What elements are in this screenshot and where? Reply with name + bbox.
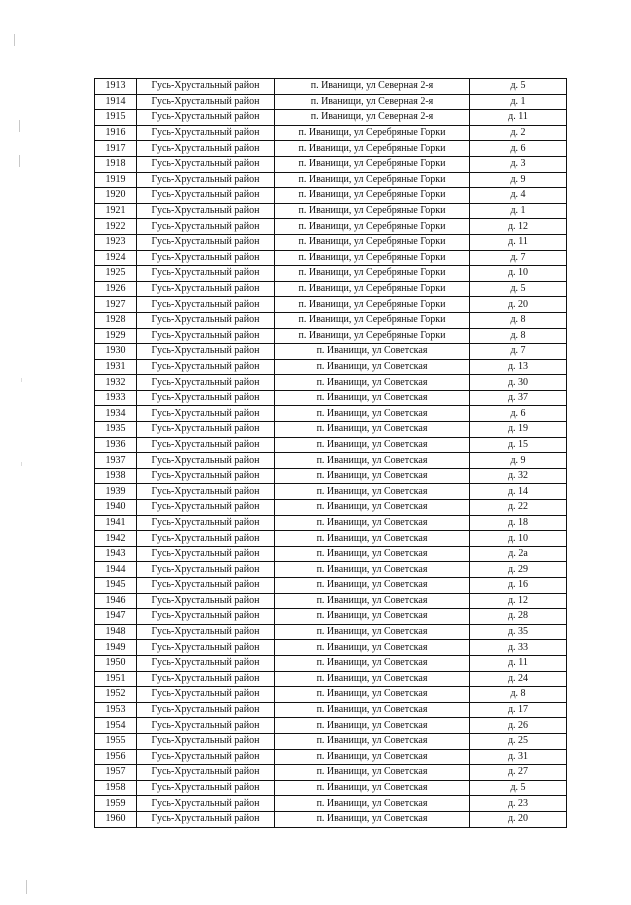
row-number-cell: 1916 (95, 125, 137, 141)
district-cell: Гусь-Хрустальный район (137, 141, 275, 157)
table-row (95, 328, 567, 344)
row-number-cell: 1945 (95, 578, 137, 594)
row-number-cell: 1960 (95, 811, 137, 827)
table-row (95, 515, 567, 531)
street-cell: п. Иванищи, ул Советская (275, 453, 470, 469)
scan-margin-mark (19, 155, 20, 167)
table-row (95, 172, 567, 188)
row-number-cell: 1938 (95, 468, 137, 484)
table-row (95, 749, 567, 765)
district-cell: Гусь-Хрустальный район (137, 484, 275, 500)
street-cell: п. Иванищи, ул Серебряные Горки (275, 297, 470, 313)
district-cell: Гусь-Хрустальный район (137, 344, 275, 360)
table-row (95, 281, 567, 297)
row-number-cell: 1925 (95, 266, 137, 282)
scan-margin-mark (26, 880, 27, 894)
row-number-cell: 1917 (95, 141, 137, 157)
district-cell: Гусь-Хрустальный район (137, 94, 275, 110)
district-cell: Гусь-Хрустальный район (137, 110, 275, 126)
district-cell: Гусь-Хрустальный район (137, 297, 275, 313)
street-cell: п. Иванищи, ул Советская (275, 796, 470, 812)
street-cell: п. Иванищи, ул Серебряные Горки (275, 188, 470, 204)
district-cell: Гусь-Хрустальный район (137, 500, 275, 516)
street-cell: п. Иванищи, ул Советская (275, 624, 470, 640)
district-cell: Гусь-Хрустальный район (137, 125, 275, 141)
street-cell: п. Иванищи, ул Советская (275, 344, 470, 360)
table-row (95, 811, 567, 827)
street-cell: п. Иванищи, ул Серебряные Горки (275, 312, 470, 328)
scan-margin-mark (19, 120, 20, 132)
district-cell: Гусь-Хрустальный район (137, 609, 275, 625)
street-cell: п. Иванищи, ул Советская (275, 593, 470, 609)
district-cell: Гусь-Хрустальный район (137, 796, 275, 812)
house-number-cell: д. 2а (470, 546, 567, 562)
table-row (95, 79, 567, 95)
street-cell: п. Иванищи, ул Серебряные Горки (275, 281, 470, 297)
street-cell: п. Иванищи, ул Серебряные Горки (275, 172, 470, 188)
district-cell: Гусь-Хрустальный район (137, 437, 275, 453)
street-cell: п. Иванищи, ул Северная 2-я (275, 94, 470, 110)
row-number-cell: 1923 (95, 234, 137, 250)
row-number-cell: 1935 (95, 422, 137, 438)
district-cell: Гусь-Хрустальный район (137, 359, 275, 375)
house-number-cell: д. 1 (470, 203, 567, 219)
house-number-cell: д. 11 (470, 655, 567, 671)
table-row (95, 671, 567, 687)
district-cell: Гусь-Хрустальный район (137, 250, 275, 266)
district-cell: Гусь-Хрустальный район (137, 375, 275, 391)
table-row (95, 484, 567, 500)
district-cell: Гусь-Хрустальный район (137, 780, 275, 796)
house-number-cell: д. 4 (470, 188, 567, 204)
street-cell: п. Иванищи, ул Советская (275, 718, 470, 734)
house-number-cell: д. 8 (470, 312, 567, 328)
scan-margin-mark (21, 462, 22, 466)
street-cell: п. Иванищи, ул Серебряные Горки (275, 250, 470, 266)
house-number-cell: д. 5 (470, 79, 567, 95)
table-row (95, 125, 567, 141)
table-row (95, 422, 567, 438)
street-cell: п. Иванищи, ул Советская (275, 546, 470, 562)
district-cell: Гусь-Хрустальный район (137, 671, 275, 687)
house-number-cell: д. 5 (470, 281, 567, 297)
district-cell: Гусь-Хрустальный район (137, 406, 275, 422)
row-number-cell: 1958 (95, 780, 137, 796)
table-row (95, 687, 567, 703)
row-number-cell: 1942 (95, 531, 137, 547)
table-row (95, 593, 567, 609)
house-number-cell: д. 35 (470, 624, 567, 640)
street-cell: п. Иванищи, ул Советская (275, 578, 470, 594)
row-number-cell: 1941 (95, 515, 137, 531)
row-number-cell: 1944 (95, 562, 137, 578)
row-number-cell: 1953 (95, 702, 137, 718)
row-number-cell: 1929 (95, 328, 137, 344)
table-row (95, 141, 567, 157)
table-row (95, 110, 567, 126)
house-number-cell: д. 3 (470, 156, 567, 172)
house-number-cell: д. 18 (470, 515, 567, 531)
district-cell: Гусь-Хрустальный район (137, 624, 275, 640)
house-number-cell: д. 5 (470, 780, 567, 796)
table-row (95, 203, 567, 219)
row-number-cell: 1918 (95, 156, 137, 172)
address-registry-table (94, 78, 567, 828)
district-cell: Гусь-Хрустальный район (137, 453, 275, 469)
house-number-cell: д. 10 (470, 266, 567, 282)
table-row (95, 546, 567, 562)
table-row (95, 406, 567, 422)
table-row (95, 344, 567, 360)
table-row (95, 437, 567, 453)
row-number-cell: 1948 (95, 624, 137, 640)
row-number-cell: 1959 (95, 796, 137, 812)
table-row (95, 375, 567, 391)
table-row (95, 390, 567, 406)
district-cell: Гусь-Хрустальный район (137, 515, 275, 531)
district-cell: Гусь-Хрустальный район (137, 468, 275, 484)
house-number-cell: д. 20 (470, 811, 567, 827)
table-row (95, 188, 567, 204)
row-number-cell: 1949 (95, 640, 137, 656)
house-number-cell: д. 22 (470, 500, 567, 516)
district-cell: Гусь-Хрустальный район (137, 562, 275, 578)
table-row (95, 453, 567, 469)
table-row (95, 500, 567, 516)
house-number-cell: д. 24 (470, 671, 567, 687)
table-row (95, 468, 567, 484)
row-number-cell: 1950 (95, 655, 137, 671)
house-number-cell: д. 7 (470, 344, 567, 360)
house-number-cell: д. 31 (470, 749, 567, 765)
house-number-cell: д. 15 (470, 437, 567, 453)
house-number-cell: д. 10 (470, 531, 567, 547)
street-cell: п. Иванищи, ул Серебряные Горки (275, 156, 470, 172)
house-number-cell: д. 6 (470, 406, 567, 422)
table-row (95, 531, 567, 547)
street-cell: п. Иванищи, ул Советская (275, 765, 470, 781)
table-row (95, 640, 567, 656)
district-cell: Гусь-Хрустальный район (137, 266, 275, 282)
street-cell: п. Иванищи, ул Советская (275, 500, 470, 516)
district-cell: Гусь-Хрустальный район (137, 312, 275, 328)
house-number-cell: д. 9 (470, 172, 567, 188)
row-number-cell: 1922 (95, 219, 137, 235)
street-cell: п. Иванищи, ул Советская (275, 468, 470, 484)
table-row (95, 562, 567, 578)
row-number-cell: 1915 (95, 110, 137, 126)
district-cell: Гусь-Хрустальный район (137, 188, 275, 204)
district-cell: Гусь-Хрустальный район (137, 811, 275, 827)
district-cell: Гусь-Хрустальный район (137, 593, 275, 609)
house-number-cell: д. 27 (470, 765, 567, 781)
row-number-cell: 1937 (95, 453, 137, 469)
street-cell: п. Иванищи, ул Серебряные Горки (275, 141, 470, 157)
house-number-cell: д. 20 (470, 297, 567, 313)
house-number-cell: д. 12 (470, 219, 567, 235)
street-cell: п. Иванищи, ул Советская (275, 640, 470, 656)
house-number-cell: д. 16 (470, 578, 567, 594)
house-number-cell: д. 7 (470, 250, 567, 266)
street-cell: п. Иванищи, ул Серебряные Горки (275, 266, 470, 282)
row-number-cell: 1927 (95, 297, 137, 313)
street-cell: п. Иванищи, ул Советская (275, 390, 470, 406)
house-number-cell: д. 14 (470, 484, 567, 500)
district-cell: Гусь-Хрустальный район (137, 172, 275, 188)
row-number-cell: 1914 (95, 94, 137, 110)
table-row (95, 234, 567, 250)
district-cell: Гусь-Хрустальный район (137, 79, 275, 95)
row-number-cell: 1933 (95, 390, 137, 406)
house-number-cell: д. 2 (470, 125, 567, 141)
district-cell: Гусь-Хрустальный район (137, 640, 275, 656)
street-cell: п. Иванищи, ул Советская (275, 422, 470, 438)
house-number-cell: д. 25 (470, 733, 567, 749)
table-row (95, 156, 567, 172)
house-number-cell: д. 29 (470, 562, 567, 578)
table-row (95, 250, 567, 266)
street-cell: п. Иванищи, ул Советская (275, 749, 470, 765)
district-cell: Гусь-Хрустальный район (137, 578, 275, 594)
row-number-cell: 1920 (95, 188, 137, 204)
district-cell: Гусь-Хрустальный район (137, 203, 275, 219)
street-cell: п. Иванищи, ул Советская (275, 531, 470, 547)
table-row (95, 765, 567, 781)
street-cell: п. Иванищи, ул Советская (275, 406, 470, 422)
street-cell: п. Иванищи, ул Советская (275, 702, 470, 718)
table-row (95, 359, 567, 375)
street-cell: п. Иванищи, ул Советская (275, 655, 470, 671)
district-cell: Гусь-Хрустальный район (137, 733, 275, 749)
table-row (95, 624, 567, 640)
house-number-cell: д. 30 (470, 375, 567, 391)
house-number-cell: д. 11 (470, 110, 567, 126)
house-number-cell: д. 12 (470, 593, 567, 609)
street-cell: п. Иванищи, ул Советская (275, 733, 470, 749)
row-number-cell: 1954 (95, 718, 137, 734)
street-cell: п. Иванищи, ул Серебряные Горки (275, 203, 470, 219)
row-number-cell: 1955 (95, 733, 137, 749)
table-row (95, 655, 567, 671)
house-number-cell: д. 33 (470, 640, 567, 656)
row-number-cell: 1951 (95, 671, 137, 687)
address-registry-body (95, 79, 567, 828)
street-cell: п. Иванищи, ул Советская (275, 437, 470, 453)
district-cell: Гусь-Хрустальный район (137, 234, 275, 250)
street-cell: п. Иванищи, ул Советская (275, 609, 470, 625)
street-cell: п. Иванищи, ул Советская (275, 687, 470, 703)
row-number-cell: 1913 (95, 79, 137, 95)
table-row (95, 702, 567, 718)
row-number-cell: 1919 (95, 172, 137, 188)
table-row (95, 733, 567, 749)
house-number-cell: д. 8 (470, 687, 567, 703)
street-cell: п. Иванищи, ул Северная 2-я (275, 79, 470, 95)
table-row (95, 796, 567, 812)
district-cell: Гусь-Хрустальный район (137, 718, 275, 734)
house-number-cell: д. 9 (470, 453, 567, 469)
row-number-cell: 1956 (95, 749, 137, 765)
house-number-cell: д. 19 (470, 422, 567, 438)
table-row (95, 94, 567, 110)
table-row (95, 312, 567, 328)
street-cell: п. Иванищи, ул Советская (275, 811, 470, 827)
table-row (95, 780, 567, 796)
scan-margin-mark (14, 34, 15, 46)
street-cell: п. Иванищи, ул Серебряные Горки (275, 125, 470, 141)
table-row (95, 297, 567, 313)
house-number-cell: д. 23 (470, 796, 567, 812)
street-cell: п. Иванищи, ул Серебряные Горки (275, 234, 470, 250)
district-cell: Гусь-Хрустальный район (137, 702, 275, 718)
street-cell: п. Иванищи, ул Советская (275, 562, 470, 578)
street-cell: п. Иванищи, ул Советская (275, 359, 470, 375)
district-cell: Гусь-Хрустальный район (137, 655, 275, 671)
row-number-cell: 1952 (95, 687, 137, 703)
street-cell: п. Иванищи, ул Советская (275, 515, 470, 531)
district-cell: Гусь-Хрустальный район (137, 219, 275, 235)
row-number-cell: 1940 (95, 500, 137, 516)
table-row (95, 266, 567, 282)
district-cell: Гусь-Хрустальный район (137, 749, 275, 765)
row-number-cell: 1931 (95, 359, 137, 375)
district-cell: Гусь-Хрустальный район (137, 765, 275, 781)
row-number-cell: 1928 (95, 312, 137, 328)
house-number-cell: д. 6 (470, 141, 567, 157)
district-cell: Гусь-Хрустальный район (137, 546, 275, 562)
house-number-cell: д. 32 (470, 468, 567, 484)
row-number-cell: 1946 (95, 593, 137, 609)
row-number-cell: 1926 (95, 281, 137, 297)
street-cell: п. Иванищи, ул Северная 2-я (275, 110, 470, 126)
row-number-cell: 1936 (95, 437, 137, 453)
table-row (95, 609, 567, 625)
house-number-cell: д. 26 (470, 718, 567, 734)
row-number-cell: 1934 (95, 406, 137, 422)
house-number-cell: д. 13 (470, 359, 567, 375)
house-number-cell: д. 17 (470, 702, 567, 718)
row-number-cell: 1939 (95, 484, 137, 500)
district-cell: Гусь-Хрустальный район (137, 328, 275, 344)
district-cell: Гусь-Хрустальный район (137, 156, 275, 172)
table-row (95, 578, 567, 594)
street-cell: п. Иванищи, ул Советская (275, 671, 470, 687)
table-row (95, 219, 567, 235)
district-cell: Гусь-Хрустальный район (137, 531, 275, 547)
house-number-cell: д. 1 (470, 94, 567, 110)
district-cell: Гусь-Хрустальный район (137, 422, 275, 438)
scan-margin-mark (21, 378, 22, 382)
row-number-cell: 1957 (95, 765, 137, 781)
district-cell: Гусь-Хрустальный район (137, 281, 275, 297)
table-row (95, 718, 567, 734)
district-cell: Гусь-Хрустальный район (137, 687, 275, 703)
street-cell: п. Иванищи, ул Советская (275, 780, 470, 796)
street-cell: п. Иванищи, ул Серебряные Горки (275, 328, 470, 344)
row-number-cell: 1924 (95, 250, 137, 266)
district-cell: Гусь-Хрустальный район (137, 390, 275, 406)
street-cell: п. Иванищи, ул Серебряные Горки (275, 219, 470, 235)
row-number-cell: 1930 (95, 344, 137, 360)
house-number-cell: д. 11 (470, 234, 567, 250)
row-number-cell: 1947 (95, 609, 137, 625)
row-number-cell: 1932 (95, 375, 137, 391)
row-number-cell: 1943 (95, 546, 137, 562)
row-number-cell: 1921 (95, 203, 137, 219)
house-number-cell: д. 28 (470, 609, 567, 625)
street-cell: п. Иванищи, ул Советская (275, 484, 470, 500)
house-number-cell: д. 8 (470, 328, 567, 344)
street-cell: п. Иванищи, ул Советская (275, 375, 470, 391)
house-number-cell: д. 37 (470, 390, 567, 406)
